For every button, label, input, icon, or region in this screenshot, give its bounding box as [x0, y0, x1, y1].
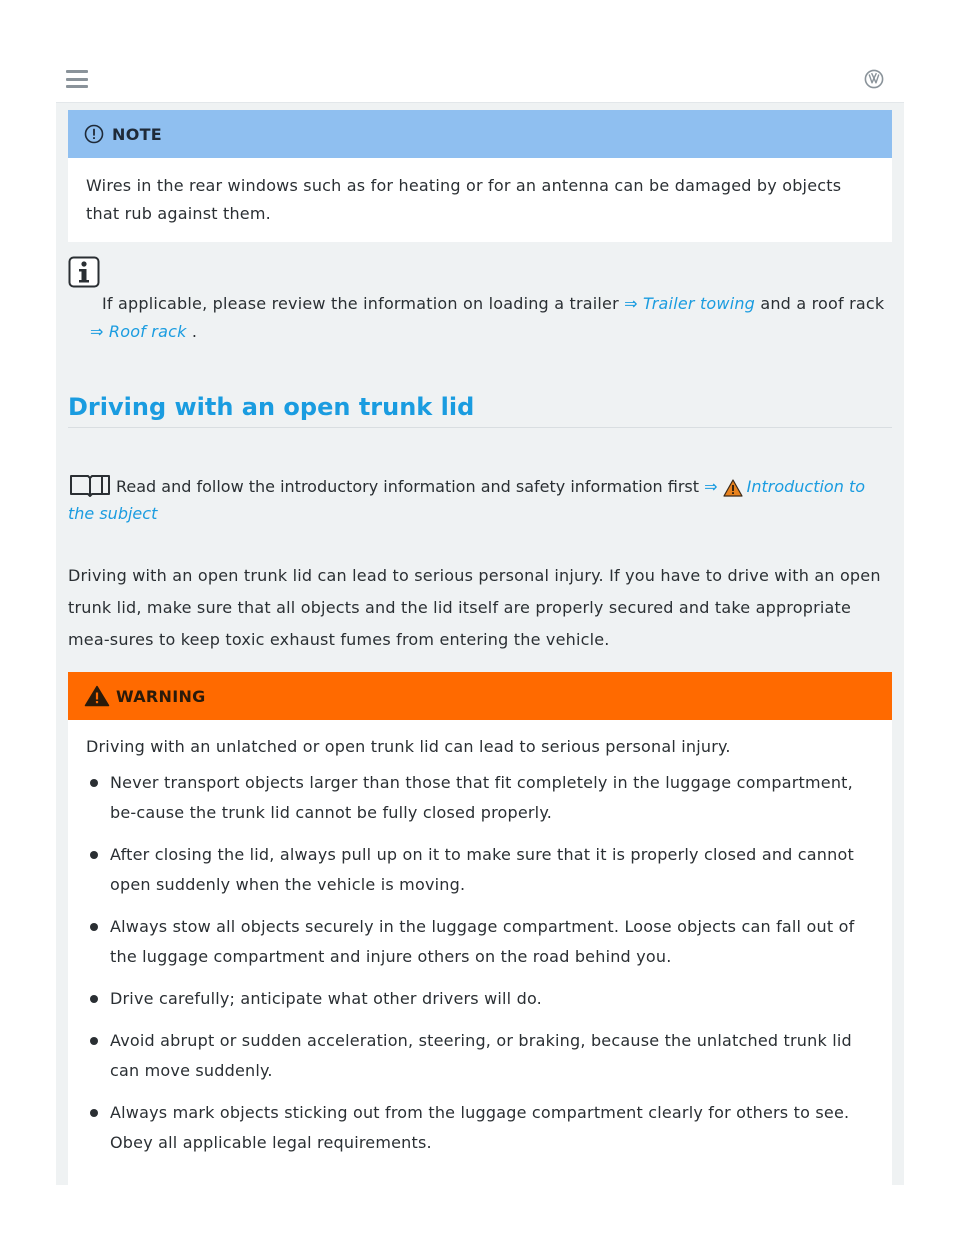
main-content [56, 103, 904, 1185]
note-header [68, 110, 892, 158]
info-text-before: If applicable, please review the information on loading a trailer [102, 294, 625, 313]
open-book-icon [68, 473, 112, 497]
warning-header [68, 672, 892, 720]
roof-rack-link[interactable]: ⇒ Roof rack [90, 322, 187, 341]
section-title: Driving with an open trunk lid [68, 393, 892, 428]
hamburger-menu-icon[interactable] [66, 70, 88, 88]
warning-box [68, 672, 892, 1185]
body-paragraph: Driving with an open trunk lid can lead to serious personal injury. If you have to drive with an open trunk lid, make sure that all objects and the lid itself are properly secured and take appropriate mea-sures to keep toxic exhaust fumes from entering the vehicle. [68, 566, 881, 649]
warning-item: Always stow all objects securely in the luggage compartment. Loose objects can fall out of the luggage compartment and injure others on the road behind you. [86, 912, 874, 972]
warning-item: Never transport objects larger than those that fit completely in the luggage compartment, be-cause the trunk lid cannot be fully closed properly. [86, 768, 874, 828]
warning-item: After closing the lid, always pull up on it to make sure that it is properly closed and cannot open suddenly when the vehicle is moving. [86, 840, 874, 900]
note-title: NOTE [112, 124, 163, 144]
warning-intro: Driving with an unlatched or open trunk lid can lead to serious personal injury. [86, 737, 731, 756]
warning-item: Always mark objects sticking out from the luggage compartment clearly for others to see. Obey all applicable legal requirements. [86, 1098, 874, 1158]
warning-item: Drive carefully; anticipate what other drivers will do. [86, 984, 874, 1014]
info-text [90, 290, 892, 346]
warning-item: Avoid abrupt or sudden acceleration, steering, or braking, because the unlatched trunk lid can move suddenly. [86, 1026, 874, 1086]
introduction-link[interactable]: Introduction to the subject [68, 477, 865, 523]
exclamation-circle-icon [84, 124, 104, 144]
info-text-after: . [186, 322, 198, 341]
note-box [68, 110, 892, 242]
read-follow-arrow: ⇒ [704, 477, 723, 496]
top-bar [56, 56, 904, 103]
trailer-towing-link[interactable]: ⇒ Trailer towing [624, 294, 756, 313]
warning-triangle-icon [84, 685, 110, 707]
info-icon [68, 256, 100, 288]
warning-body [68, 720, 892, 1185]
vw-logo-icon[interactable] [864, 69, 884, 89]
warning-triangle-icon [723, 479, 743, 497]
note-text: Wires in the rear windows such as for heating or for an antenna can be damaged by objects that rub against them. [68, 158, 892, 242]
info-text-middle: and a roof rack [755, 294, 885, 313]
warning-list [86, 768, 874, 1158]
read-follow-note [68, 473, 892, 527]
warning-title: WARNING [116, 686, 206, 706]
read-follow-text: Read and follow the introductory information and safety information first [116, 477, 700, 496]
